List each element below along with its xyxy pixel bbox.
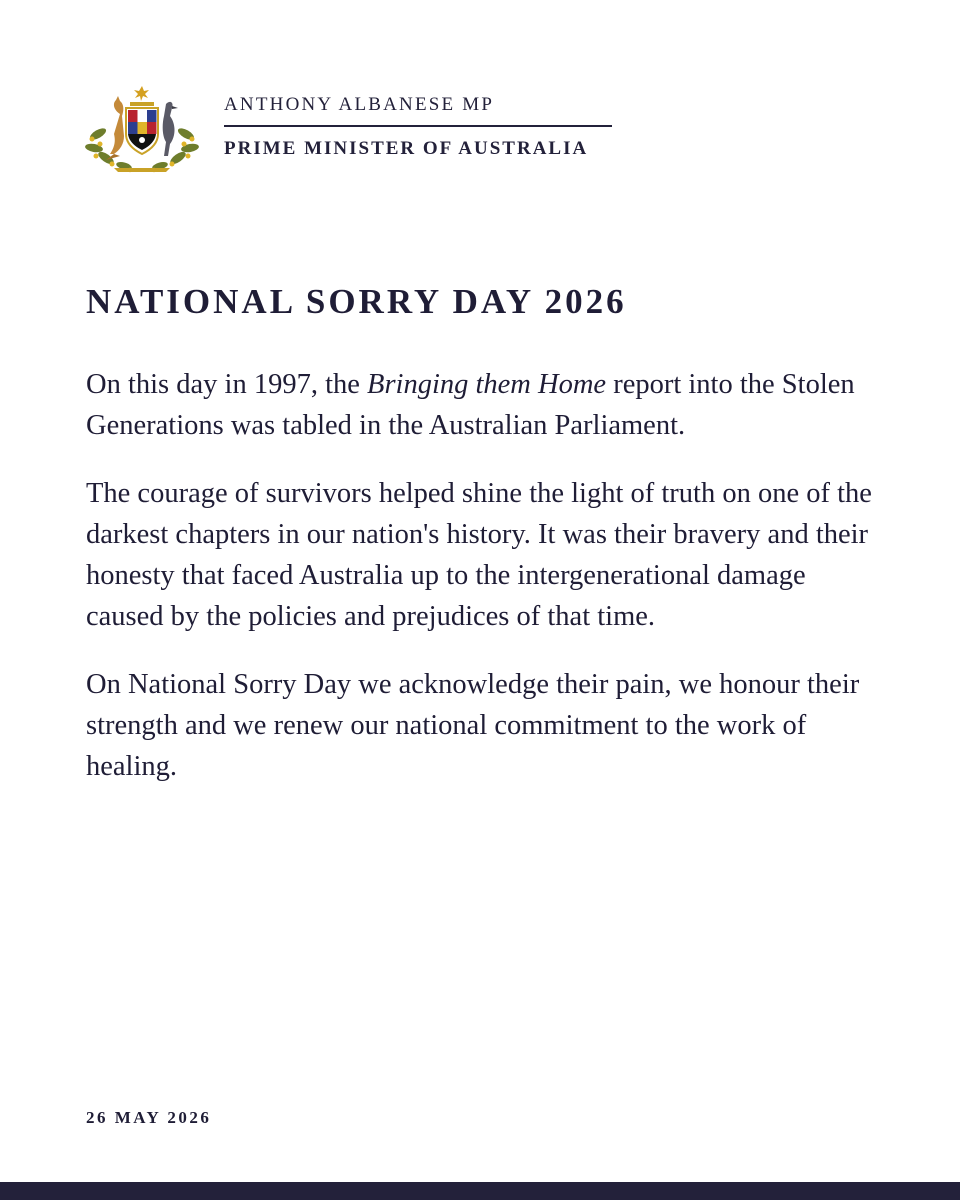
statement-paragraph-2: The courage of survivors helped shine the light of truth on one of the darkest chapters in our nation's history. It was their bravery and their honesty that faced Australia up to the intergenerational damage caused by the policies and prejudices of that time.	[86, 478, 872, 632]
header-divider	[224, 125, 612, 127]
statement-date: 26 MAY 2026	[86, 1108, 212, 1127]
statement-body	[86, 364, 886, 814]
paragraph-1-lead: On this day in 1997, the	[86, 369, 368, 400]
paragraph-1-tail: report into the Stolen Generations was tabled in the Australian Parliament.	[86, 369, 855, 441]
coat-of-arms-icon	[84, 84, 200, 174]
office-title: PRIME MINISTER OF AUSTRALIA	[224, 138, 589, 159]
report-title: Bringing them Home	[367, 369, 607, 400]
statement-headline: NATIONAL SORRY DAY 2026	[86, 282, 627, 321]
statement-paragraph-1	[86, 364, 886, 446]
footer-bar	[0, 1182, 960, 1200]
member-name: ANTHONY ALBANESE MP	[224, 94, 495, 115]
statement-paragraph-3: On National Sorry Day we acknowledge their pain, we honour their strength and we renew our national commitment to the work of healing.	[86, 669, 860, 782]
